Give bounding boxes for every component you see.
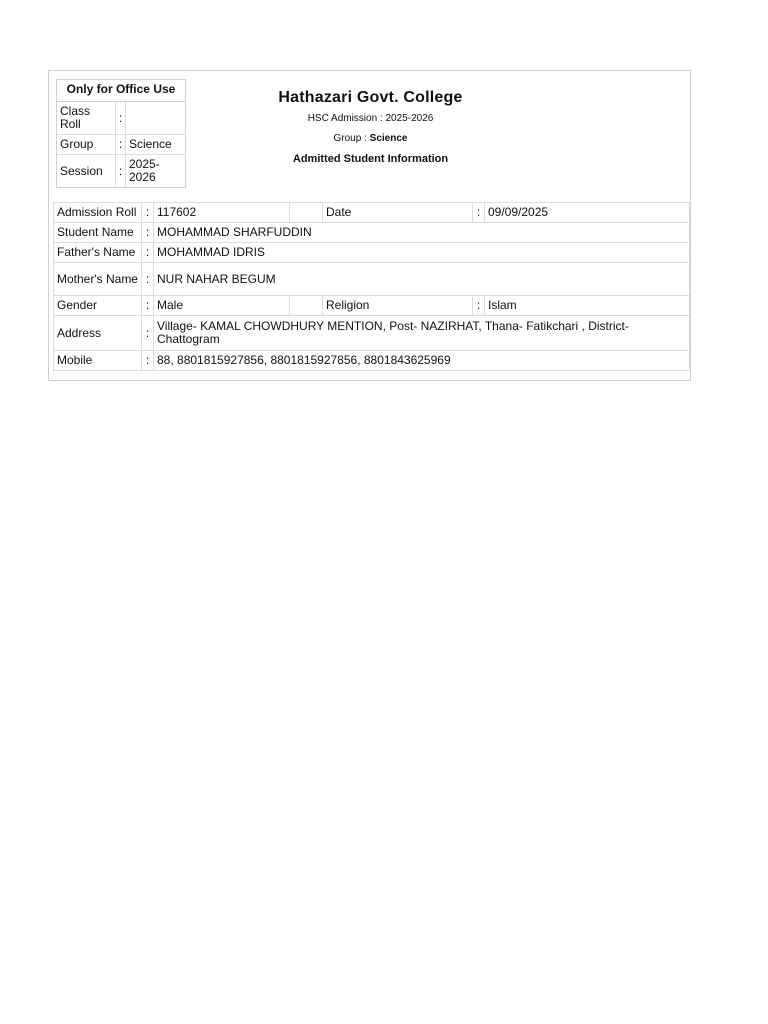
row-gender-religion — [54, 296, 690, 316]
group-line — [229, 133, 512, 145]
father-name-value: MOHAMMAD IDRIS — [154, 243, 690, 263]
row-mother-name — [54, 263, 690, 296]
colon: : — [142, 223, 154, 243]
office-value-group: Science — [126, 135, 186, 155]
office-row-session — [57, 155, 185, 188]
spacer-cell — [290, 203, 323, 223]
office-use-table — [57, 102, 185, 187]
colon: : — [142, 296, 154, 316]
address-value: Village- KAMAL CHOWDHURY MENTION, Post- NAZIRHAT, Thana- Fatikchari , District- Chattogram — [154, 316, 690, 351]
religion-label: Religion — [323, 296, 473, 316]
office-colon: : — [116, 102, 126, 135]
office-label-class-roll: Class Roll — [57, 102, 116, 135]
office-row-class-roll — [57, 102, 185, 135]
row-admission-roll — [54, 203, 690, 223]
gender-value: Male — [154, 296, 290, 316]
student-name-label: Student Name — [54, 223, 142, 243]
admission-roll-value: 117602 — [154, 203, 290, 223]
colon: : — [142, 263, 154, 296]
office-value-session: 2025-2026 — [126, 155, 186, 188]
mobile-value: 88, 8801815927856, 8801815927856, 8801843625969 — [154, 351, 690, 371]
colon: : — [142, 316, 154, 351]
row-mobile — [54, 351, 690, 371]
group-value: Science — [369, 133, 408, 144]
father-name-label: Father's Name — [54, 243, 142, 263]
date-label: Date — [323, 203, 473, 223]
document-subtitle: Admitted Student Information — [292, 153, 449, 165]
mother-name-value: NUR NAHAR BEGUM — [154, 263, 690, 296]
mother-name-label: Mother's Name — [54, 263, 142, 296]
office-row-group — [57, 135, 185, 155]
office-use-title: Only for Office Use — [57, 80, 185, 102]
student-info-table — [53, 202, 690, 371]
office-use-box — [56, 79, 186, 188]
office-label-session: Session — [57, 155, 116, 188]
group-label: Group : — [333, 133, 367, 144]
admission-card — [48, 70, 691, 381]
row-father-name — [54, 243, 690, 263]
row-address — [54, 316, 690, 351]
document-header — [229, 87, 512, 166]
spacer-cell — [290, 296, 323, 316]
college-name: Hathazari Govt. College — [278, 89, 463, 106]
gender-label: Gender — [54, 296, 142, 316]
date-value: 09/09/2025 — [485, 203, 690, 223]
student-name-value: MOHAMMAD SHARFUDDIN — [154, 223, 690, 243]
religion-value: Islam — [485, 296, 690, 316]
office-colon: : — [116, 155, 126, 188]
office-value-class-roll — [126, 102, 186, 135]
hsc-admission-line: HSC Admission : 2025-2026 — [307, 113, 434, 124]
address-label: Address — [54, 316, 142, 351]
office-colon: : — [116, 135, 126, 155]
row-student-name — [54, 223, 690, 243]
colon: : — [473, 203, 485, 223]
office-label-group: Group — [57, 135, 116, 155]
colon: : — [142, 203, 154, 223]
colon: : — [142, 351, 154, 371]
colon: : — [473, 296, 485, 316]
mobile-label: Mobile — [54, 351, 142, 371]
admission-roll-label: Admission Roll — [54, 203, 142, 223]
colon: : — [142, 243, 154, 263]
